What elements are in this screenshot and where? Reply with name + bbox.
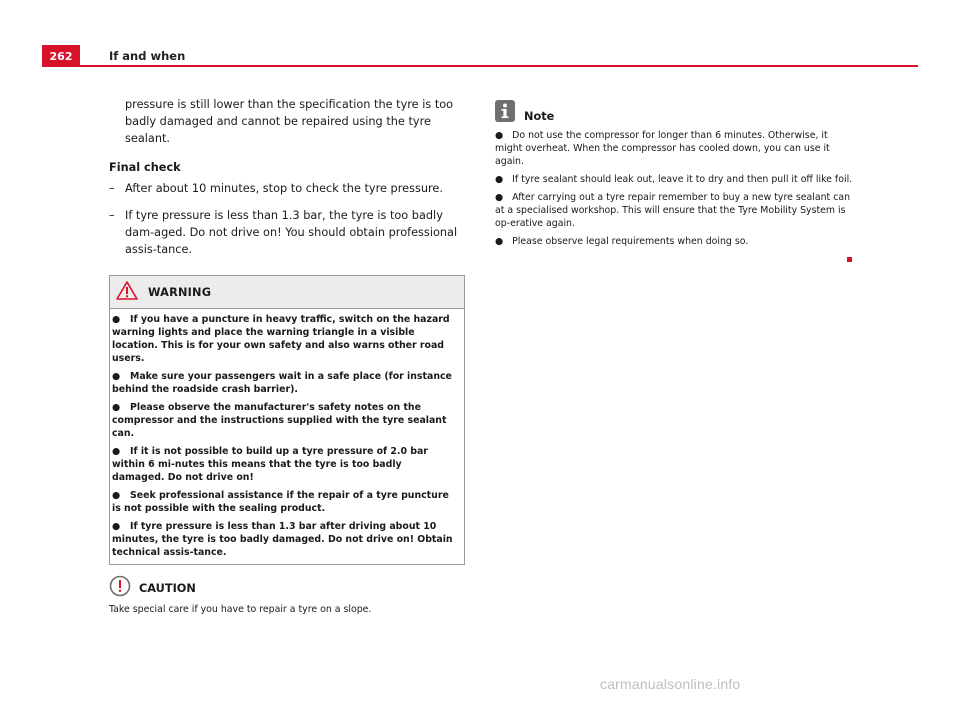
note-header <box>494 101 854 125</box>
warning-item: ● If you have a puncture in heavy traffic, switch on the hazard warning lights and place the warning triangle in a visible location. This is for your own safety and also warns other road users. <box>112 314 450 364</box>
warning-item: ● If tyre pressure is less than 1.3 bar after driving about 10 minutes, the tyre is too badly damaged. Do not drive on! Obtain technical assis-tance. <box>112 521 453 558</box>
bullet: ● <box>112 490 121 501</box>
warning-body <box>110 309 464 564</box>
bullet: ● <box>495 130 504 141</box>
warning-triangle-icon <box>116 281 138 304</box>
note-item: ● After carrying out a tyre repair remember to buy a new tyre sealant can at a specialised workshop. This will ensure that the Tyre Mobility System is op-erative again. <box>495 192 851 229</box>
header-rule <box>80 65 918 67</box>
bullet: ● <box>112 402 121 413</box>
dash-marker: – <box>109 209 115 222</box>
caution-title: CAUTION <box>139 581 196 595</box>
step-text: If tyre pressure is less than 1.3 bar, the tyre is too badly dam-aged. Do not drive on! You should obtain professional assis-tance. <box>125 209 458 256</box>
continued-paragraph: pressure is still lower than the specification the tyre is too badly damaged and cannot be repaired using the tyre sealant. <box>125 98 454 145</box>
warning-item: ● If it is not possible to build up a tyre pressure of 2.0 bar within 6 mi-nutes this means that the tyre is too badly damaged. Do not drive on! <box>112 446 428 483</box>
note-body <box>494 129 854 248</box>
note-title: Note <box>524 109 555 123</box>
dash-marker: – <box>109 182 115 195</box>
page-number: 262 <box>42 45 80 67</box>
watermark: carmanualsonline.info <box>600 676 741 692</box>
step-item <box>109 207 465 258</box>
warning-header <box>110 276 464 309</box>
caution-block <box>109 576 465 616</box>
right-column <box>494 101 854 253</box>
step-text: After about 10 minutes, stop to check the tyre pressure. <box>125 182 443 195</box>
warning-item: ● Seek professional assistance if the repair of a tyre puncture is not possible with the sealing product. <box>112 490 449 514</box>
left-column <box>109 96 465 616</box>
warning-box <box>109 275 465 565</box>
end-of-section-mark <box>847 257 852 262</box>
caution-text: Take special care if you have to repair a tyre on a slope. <box>109 604 372 615</box>
bullet: ● <box>495 192 504 203</box>
caution-circle-icon <box>109 575 131 601</box>
step-item <box>109 180 465 197</box>
caution-header <box>109 576 465 600</box>
warning-item: ● Make sure your passengers wait in a safe place (for instance behind the roadside crash barrier). <box>112 371 452 395</box>
warning-title: WARNING <box>148 285 212 299</box>
bullet: ● <box>112 521 121 532</box>
note-item: ● Please observe legal requirements when doing so. <box>495 236 749 247</box>
bullet: ● <box>495 174 504 185</box>
note-item: ● If tyre sealant should leak out, leave it to dry and then pull it off like foil. <box>495 174 853 185</box>
bullet: ● <box>495 236 504 247</box>
info-note-icon <box>494 99 516 127</box>
note-item: ● Do not use the compressor for longer than 6 minutes. Otherwise, it might overheat. When the compressor has cooled down, you can use it again. <box>495 130 830 167</box>
bullet: ● <box>112 371 121 382</box>
section-title: If and when <box>109 49 186 63</box>
bullet: ● <box>112 314 121 325</box>
warning-item: ● Please observe the manufacturer's safety notes on the compressor and the instructions supplied with the tyre sealant can. <box>112 402 447 439</box>
final-check-heading: Final check <box>109 161 181 174</box>
bullet: ● <box>112 446 121 457</box>
